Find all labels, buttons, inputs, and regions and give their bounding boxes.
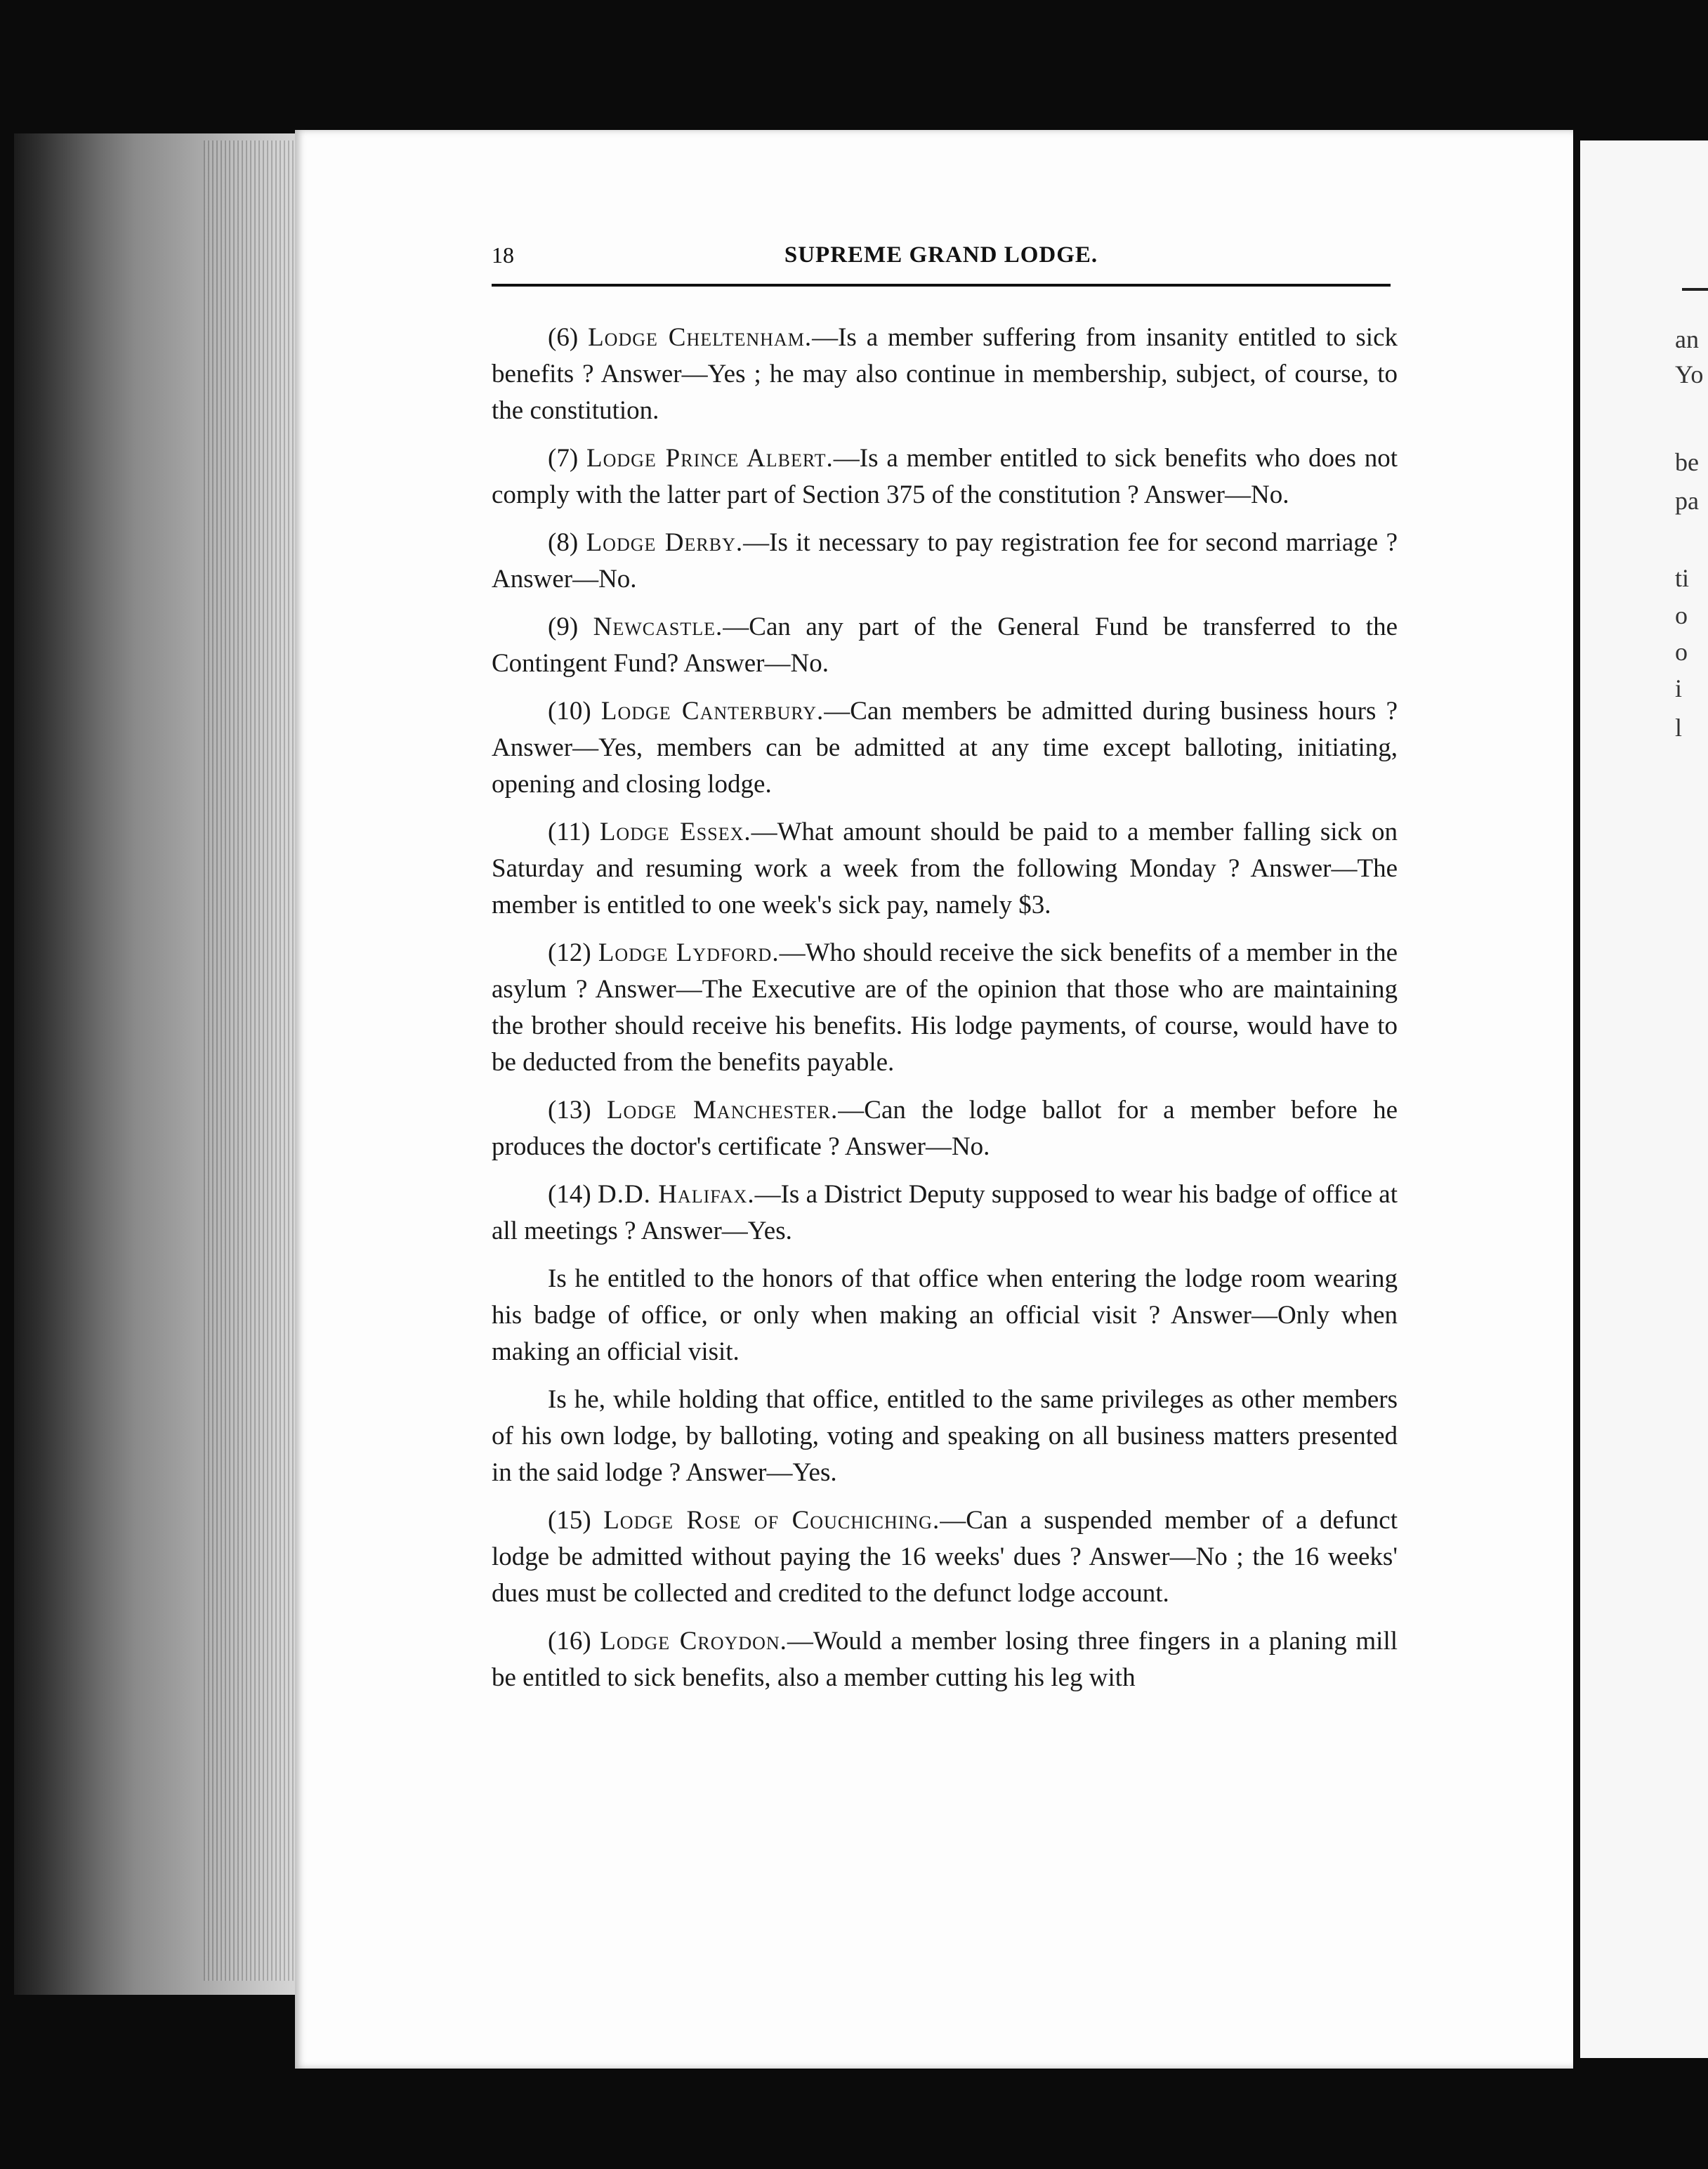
facing-page-fragment: o [1675, 638, 1688, 666]
ruling-number: (6) [548, 323, 579, 352]
lodge-name: Lodge Essex. [599, 818, 751, 846]
facing-page-fragment: l [1675, 714, 1683, 742]
facing-page [1580, 140, 1708, 2058]
body-text [492, 320, 1398, 1708]
page-number: 18 [492, 242, 514, 268]
ruling-continuation [492, 1382, 1398, 1491]
ruling-paragraph [492, 1623, 1398, 1696]
ruling-text: —Can a suspended member of a defunct lodge be admitted without paying the 16 weeks' dues ? Answer—No ; the 16 weeks' dues must be collected and credited to the defunct lodge account. [492, 1506, 1398, 1608]
ruling-number: (14) [548, 1180, 591, 1209]
lodge-name: Newcastle. [593, 612, 723, 641]
ruling-text: —Is a District Deputy supposed to wear his badge of office at all meetings ? Answer—Yes. [492, 1180, 1398, 1245]
ruling-text: —Is a member entitled to sick benefits who does not comply with the latter part of Section 375 of the constitution ? Answer—No. [492, 444, 1398, 509]
ruling-number: (10) [548, 697, 591, 726]
ruling-number: (8) [548, 528, 579, 557]
ruling-number: (9) [548, 612, 579, 641]
facing-page-rule [1682, 288, 1708, 291]
ruling-number: (12) [548, 938, 591, 967]
ruling-paragraph [492, 935, 1398, 1081]
lodge-name: Lodge Lydford. [598, 938, 780, 967]
facing-page-fragment: i [1675, 674, 1683, 702]
ruling-text: Is he entitled to the honors of that office when entering the lodge room wearing his badge of office, or only when making an official visit ? Answer—Only when making an official visit. [492, 1264, 1398, 1366]
ruling-paragraph [492, 609, 1398, 682]
ruling-paragraph [492, 440, 1398, 513]
ruling-continuation [492, 1261, 1398, 1370]
facing-page-fragment: Yo [1675, 360, 1704, 388]
page-header [492, 242, 1391, 284]
ruling-number: (15) [548, 1506, 591, 1535]
lodge-name: Lodge Manchester. [606, 1096, 839, 1125]
facing-page-fragment: an [1675, 325, 1699, 353]
ruling-paragraph [492, 1177, 1398, 1250]
ruling-text: —Would a member losing three fingers in a planing mill be entitled to sick benefits, also a member cutting his leg with [492, 1627, 1398, 1692]
ruling-number: (13) [548, 1096, 591, 1125]
ruling-text: —Can the lodge ballot for a member before he produces the doctor's certificate ? Answer—No. [492, 1096, 1398, 1161]
ruling-text: —Is it necessary to pay registration fee for second marriage ? Answer—No. [492, 528, 1398, 594]
lodge-name: Lodge Croydon. [600, 1627, 787, 1656]
ruling-number: (7) [548, 444, 579, 473]
facing-page-fragment: o [1675, 601, 1688, 629]
header-rule [492, 284, 1391, 287]
book-page-edge-lines [204, 140, 302, 1981]
ruling-paragraph [492, 320, 1398, 429]
ruling-paragraph [492, 693, 1398, 803]
lodge-name: Lodge Cheltenham. [588, 323, 813, 352]
ruling-paragraph [492, 1502, 1398, 1612]
ruling-text: —Is a member suffering from insanity entitled to sick benefits ? Answer—Yes ; he may also continue in membership, subject, of course, to the constitution. [492, 323, 1398, 425]
lodge-name: Lodge Prince Albert. [586, 444, 834, 473]
ruling-text: —What amount should be paid to a member falling sick on Saturday and resuming work a week from the following Monday ? Answer—The member is entitled to one week's sick pay, namely $3. [492, 818, 1398, 919]
ruling-text: —Can any part of the General Fund be transferred to the Contingent Fund? Answer—No. [492, 612, 1398, 678]
ruling-paragraph [492, 1092, 1398, 1165]
ruling-text: —Can members be admitted during business hours ? Answer—Yes, members can be admitted at any time except balloting, initiating, opening and closing lodge. [492, 697, 1398, 799]
facing-page-fragment: pa [1675, 487, 1699, 515]
ruling-paragraph [492, 814, 1398, 924]
lodge-name: Lodge Derby. [586, 528, 744, 557]
facing-page-fragment: ti [1675, 564, 1690, 592]
facing-page-fragment: be [1675, 448, 1699, 476]
ruling-paragraph [492, 525, 1398, 598]
lodge-name: D.D. Halifax. [597, 1180, 755, 1209]
ruling-text: —Who should receive the sick benefits of a member in the asylum ? Answer—The Executive are of the opinion that those who are maintaining the brother should receive his benefits. His lodge payments, of course, would have to be deducted from the benefits payable. [492, 938, 1398, 1077]
lodge-name: Lodge Canterbury. [600, 697, 825, 726]
running-head: SUPREME GRAND LODGE. [784, 242, 1098, 268]
lodge-name: Lodge Rose of Couchiching. [603, 1506, 940, 1535]
ruling-number: (16) [548, 1627, 591, 1656]
ruling-number: (11) [548, 818, 591, 846]
ruling-text: Is he, while holding that office, entitled to the same privileges as other members of his own lodge, by balloting, voting and speaking on all business matters presented in the said lodge ? Answer—Yes. [492, 1385, 1398, 1487]
